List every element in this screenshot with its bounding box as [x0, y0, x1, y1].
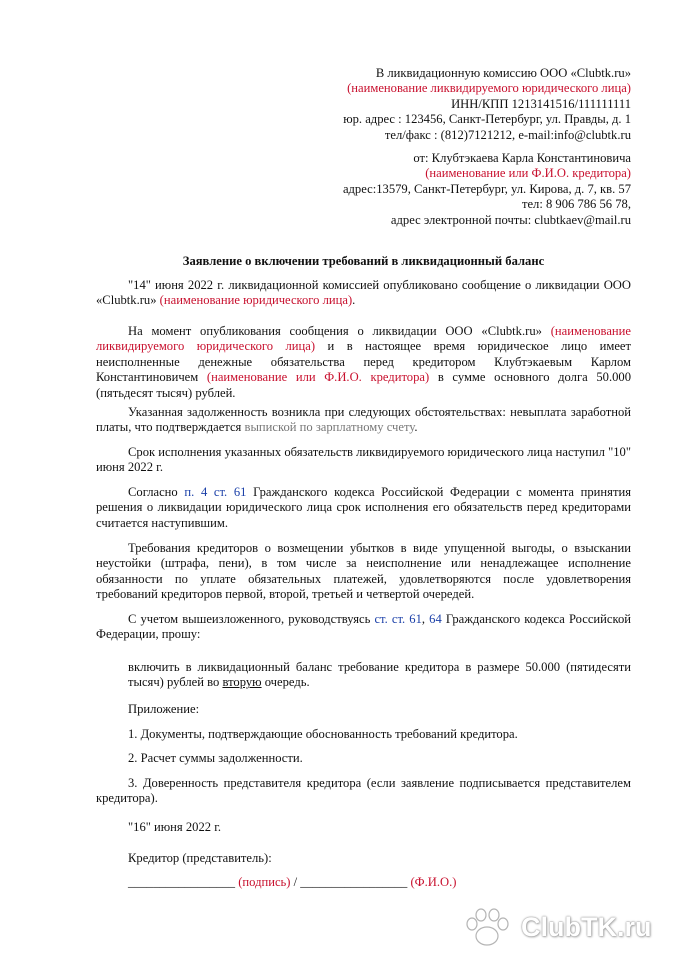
- addressee-block: [301, 66, 631, 143]
- p2-hint-2: (наименование или Ф.И.О. кредитора): [206, 370, 430, 385]
- p7-text-a: С учетом вышеизложенного, руководствуясь: [128, 612, 375, 626]
- document-title: Заявление о включении требований в ликвидационный баланс: [182, 254, 545, 268]
- signature-label: Кредитор (представитель):: [128, 851, 272, 865]
- p1-text: "14" июня 2022 г. ликвидационной комиссией опубликовано сообщение о ликвидации ООО «Clubtk.ru»: [96, 278, 631, 308]
- p2-text-c: в сумме основного долга 50.000 (пятьдесят тысяч) рублей.: [96, 370, 631, 400]
- phone-email: тел/факс : (812)7121212, e-mail:info@clubtk.ru: [384, 127, 631, 142]
- document-date: "16" июня 2022 г.: [128, 820, 222, 834]
- addressee-line: В ликвидационную комиссию ООО «Clubtk.ru»: [375, 66, 631, 80]
- attachment-item-2: 2. Расчет суммы задолженности.: [128, 751, 303, 765]
- paragraph-5: [96, 485, 631, 531]
- attachment-item-1: 1. Документы, подтверждающие обоснованность требований кредитора.: [128, 727, 518, 741]
- law-link-art-64[interactable]: 64: [429, 612, 442, 626]
- attachment-item-3-text: 3. Доверенность представителя кредитора (если заявление подписывается представителем кредитора).: [96, 776, 631, 806]
- paragraph-8: [128, 660, 631, 691]
- p7-text-b: Гражданского кодекса Российской Федерации, прошу:: [96, 612, 632, 642]
- p3-text: Указанная задолженность возникла при следующих обстоятельствах: невыплата заработной платы, что подтверждается: [96, 405, 631, 435]
- p3-end: .: [414, 420, 418, 435]
- p5-text-b: Гражданского кодекса Российской Федерации с момента принятия решения о ликвидации юридического лица срок исполнения его обязательств перед кредиторами считается наступившим.: [96, 485, 631, 530]
- paragraph-3: [96, 405, 631, 436]
- p3-reference: выпиской по зарплатному счету: [244, 420, 415, 435]
- law-link-art-61-2[interactable]: ст. ст. 61: [374, 612, 422, 626]
- p2-hint-1: (наименование ликвидируемого юридического лица): [96, 324, 631, 354]
- watermark-text: ClubTK.ru: [521, 912, 652, 942]
- signature-sep: /: [290, 875, 301, 889]
- addressee-hint: (наименование ликвидируемого юридического лица): [347, 81, 631, 96]
- p2-text-a: На момент опубликования сообщения о ликвидации ООО «Clubtk.ru»: [128, 324, 551, 338]
- p6-text: Требования кредиторов о возмещении убытков в виде упущенной выгоды, о взыскании неустойки (штрафа, пени), в том числе за неисполнение или ненадлежащее исполнение обязанности по уплате обязательных платежей, удовлетворяются после удовлетворения требований кредиторов первой, второй, третьей и четвертой очередей.: [96, 541, 631, 602]
- signature-line: [128, 875, 456, 890]
- signature-blank: _________________: [128, 875, 236, 889]
- p8-text-a: включить в ликвидационный баланс требование кредитора в размере 50.000 (пятидесяти тысяч) рублей во: [128, 660, 631, 690]
- inn-kpp: ИНН/КПП 1213141516/111111111: [451, 96, 631, 111]
- sender-phone: тел: 8 906 786 56 78,: [521, 197, 631, 212]
- paragraph-1: [96, 278, 631, 309]
- p4-text: Срок исполнения указанных обязательств ликвидируемого юридического лица наступил "10" июня 2022 г.: [96, 445, 631, 475]
- p2-text-b: и в настоящее время юридическое лицо имеет неисполненные денежные обязательства перед кредитором Клубтэкаевым Карлом Константиновичем: [96, 339, 631, 385]
- paragraph-6: [96, 541, 631, 603]
- watermark: [459, 906, 669, 950]
- p5-text-a: Согласно: [128, 485, 185, 499]
- p8-text-b: очередь.: [261, 675, 310, 690]
- law-link-art-61[interactable]: п. 4 ст. 61: [184, 485, 247, 499]
- legal-address: юр. адрес : 123456, Санкт-Петербург, ул. Правды, д. 1: [343, 112, 631, 127]
- paragraph-2: [96, 324, 631, 401]
- p1-end: .: [352, 293, 356, 308]
- name-hint: (Ф.И.О.): [410, 875, 457, 889]
- p8-underlined: вторую: [222, 675, 262, 690]
- attachments-label: Приложение:: [128, 702, 200, 716]
- sender-hint: (наименование или Ф.И.О. кредитора): [425, 166, 631, 181]
- paw-logo-icon: [459, 906, 515, 950]
- sender-address: адрес:13579, Санкт-Петербург, ул. Кирова, д. 7, кв. 57: [342, 181, 631, 196]
- sender-block: [301, 151, 631, 228]
- sender-name: от: Клубтэкаева Карла Константиновича: [413, 151, 631, 165]
- paragraph-4: [96, 445, 631, 476]
- p1-hint: (наименование юридического лица): [159, 293, 353, 308]
- sender-email: адрес электронной почты: clubtkaev@mail.ru: [390, 212, 631, 227]
- attachment-item-3: [96, 776, 631, 807]
- signature-hint: (подпись): [238, 875, 291, 889]
- paragraph-7: [96, 612, 631, 643]
- p7-sep: ,: [421, 612, 430, 626]
- name-blank: _________________: [300, 875, 408, 889]
